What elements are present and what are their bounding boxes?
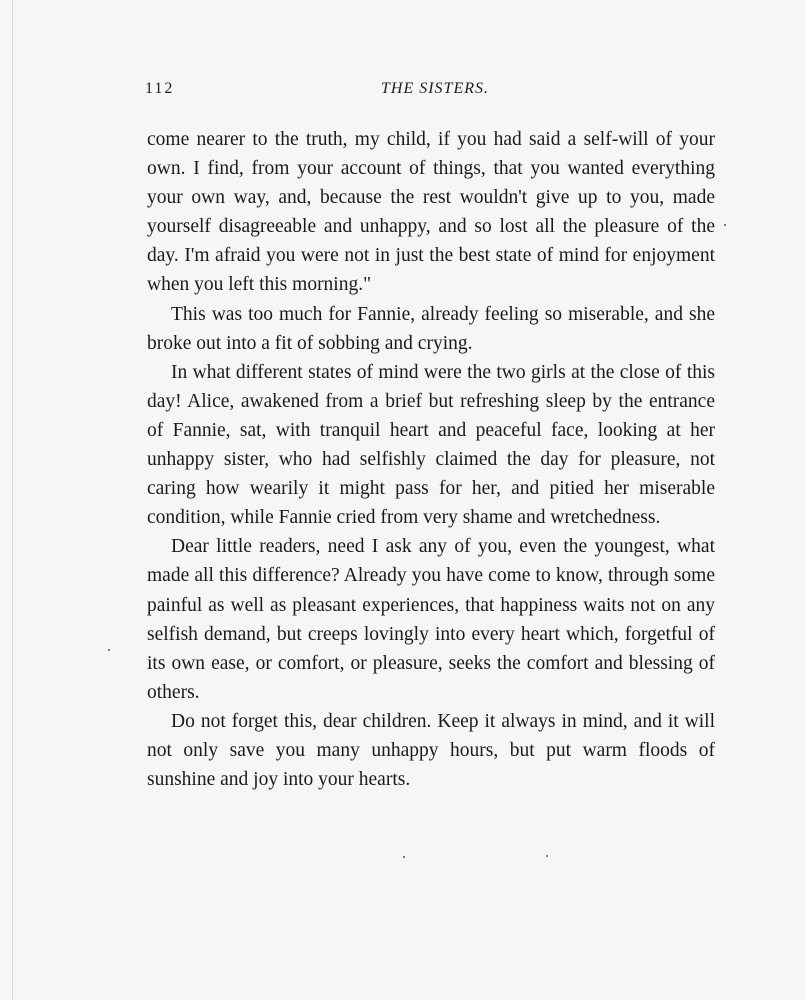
running-title: THE SISTERS. <box>381 80 489 97</box>
paragraph-2: This was too much for Fannie, already feeling so miserable, and she broke out into a fit of sobbing and crying. <box>147 303 715 354</box>
paragraph-5: Do not forget this, dear children. Keep it always in mind, and it will not only save you many unhappy hours, but put warm floods of sunshine and joy into your hearts. <box>147 710 715 791</box>
scan-speck <box>403 856 405 858</box>
scan-speck <box>108 649 110 651</box>
page-number: 112 <box>145 80 175 97</box>
scan-speck <box>546 855 548 857</box>
paragraph-1: come nearer to the truth, my child, if you had said a self-will of your own. I find, from your account of things, that you wanted everything your own way, and, because the rest wouldn't give up to you, made yourself disagreeable and unhappy, and so lost all the pleasure of the day. I'm afraid you were not in just the best state of mind for enjoyment when you left this morning." <box>147 129 715 296</box>
body-text <box>147 125 715 794</box>
paragraph-4: Dear little readers, need I ask any of you, even the youngest, what made all this difference? Already you have come to know, through some painful as well as pleasant experiences, that happiness waits not on any selfish demand, but creeps lovingly into every heart which, forgetful of its own ease, or comfort, or pleasure, seeks the comfort and blessing of others. <box>147 536 715 703</box>
scan-speck <box>724 224 726 226</box>
paragraph-3: In what different states of mind were the two girls at the close of this day! Alice, awakened from a brief but refreshing sleep by the entrance of Fannie, sat, with tranquil heart and peaceful face, looking at her unhappy sister, who had selfishly claimed the day for pleasure, not caring how wearily it might pass for her, and pitied her miserable condition, while Fannie cried from very shame and wretchedness. <box>147 361 715 529</box>
page-header <box>145 80 715 104</box>
page-edge-line <box>12 0 13 1000</box>
